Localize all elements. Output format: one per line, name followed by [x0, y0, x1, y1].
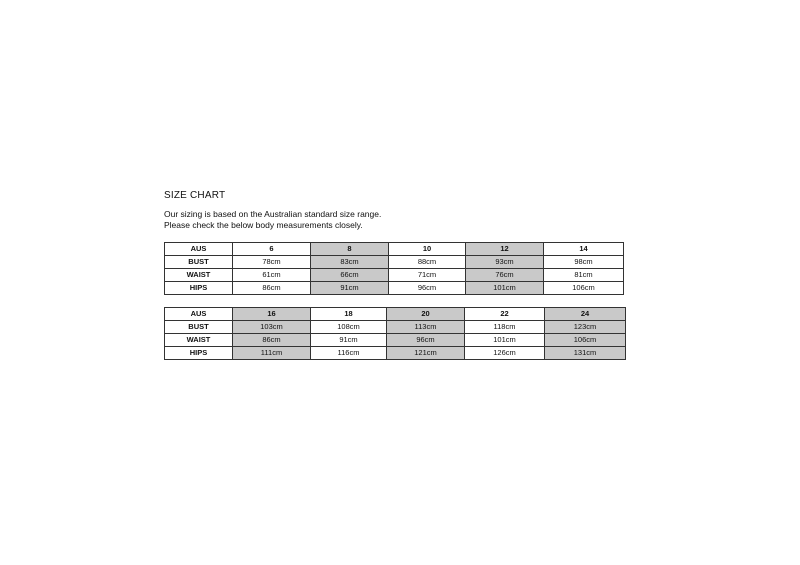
- size-table-2: [164, 307, 626, 360]
- measurement-value-cell: 103cm: [233, 321, 311, 334]
- size-header-cell: 22: [465, 308, 545, 321]
- measurement-label-cell: HIPS: [165, 347, 233, 360]
- table-row: [165, 334, 626, 347]
- size-header-cell: 10: [389, 243, 466, 256]
- measurement-value-cell: 96cm: [389, 282, 466, 295]
- measurement-value-cell: 113cm: [387, 321, 465, 334]
- measurement-value-cell: 88cm: [389, 256, 466, 269]
- intro-line-2: Please check the below body measurements closely.: [164, 220, 363, 230]
- size-header-cell: 20: [387, 308, 465, 321]
- measurement-value-cell: 118cm: [465, 321, 545, 334]
- measurement-value-cell: 111cm: [233, 347, 311, 360]
- measurement-value-cell: 93cm: [466, 256, 544, 269]
- measurement-value-cell: 61cm: [233, 269, 311, 282]
- intro-line-1: Our sizing is based on the Australian standard size range.: [164, 209, 382, 219]
- size-header-cell: 24: [545, 308, 626, 321]
- table-row: [165, 321, 626, 334]
- measurement-label-cell: WAIST: [165, 269, 233, 282]
- measurement-value-cell: 86cm: [233, 282, 311, 295]
- table-header-row: [165, 308, 626, 321]
- measurement-label-cell: BUST: [165, 321, 233, 334]
- measurement-value-cell: 121cm: [387, 347, 465, 360]
- measurement-value-cell: 78cm: [233, 256, 311, 269]
- measurement-value-cell: 71cm: [389, 269, 466, 282]
- measurement-value-cell: 96cm: [387, 334, 465, 347]
- size-header-cell: 18: [311, 308, 387, 321]
- size-table-1-body: [165, 243, 624, 295]
- measurement-value-cell: 86cm: [233, 334, 311, 347]
- table-row: [165, 347, 626, 360]
- measurement-value-cell: 81cm: [544, 269, 624, 282]
- measurement-label-cell: BUST: [165, 256, 233, 269]
- header-label-cell: AUS: [165, 243, 233, 256]
- measurement-value-cell: 126cm: [465, 347, 545, 360]
- measurement-value-cell: 131cm: [545, 347, 626, 360]
- measurement-value-cell: 66cm: [311, 269, 389, 282]
- measurement-value-cell: 83cm: [311, 256, 389, 269]
- size-header-cell: 8: [311, 243, 389, 256]
- size-table-2-body: [165, 308, 626, 360]
- table-row: [165, 256, 624, 269]
- size-header-cell: 16: [233, 308, 311, 321]
- page-title: SIZE CHART: [164, 190, 226, 201]
- measurement-value-cell: 101cm: [465, 334, 545, 347]
- size-chart-document: [164, 190, 634, 231]
- size-header-cell: 14: [544, 243, 624, 256]
- measurement-value-cell: 123cm: [545, 321, 626, 334]
- measurement-value-cell: 106cm: [544, 282, 624, 295]
- table-header-row: [165, 243, 624, 256]
- measurement-value-cell: 106cm: [545, 334, 626, 347]
- measurement-value-cell: 91cm: [311, 334, 387, 347]
- measurement-value-cell: 116cm: [311, 347, 387, 360]
- measurement-label-cell: WAIST: [165, 334, 233, 347]
- measurement-value-cell: 98cm: [544, 256, 624, 269]
- measurement-value-cell: 108cm: [311, 321, 387, 334]
- table-row: [165, 282, 624, 295]
- size-table-1: [164, 242, 624, 295]
- measurement-value-cell: 101cm: [466, 282, 544, 295]
- measurement-label-cell: HIPS: [165, 282, 233, 295]
- measurement-value-cell: 76cm: [466, 269, 544, 282]
- size-header-cell: 6: [233, 243, 311, 256]
- header-label-cell: AUS: [165, 308, 233, 321]
- size-header-cell: 12: [466, 243, 544, 256]
- measurement-value-cell: 91cm: [311, 282, 389, 295]
- table-row: [165, 269, 624, 282]
